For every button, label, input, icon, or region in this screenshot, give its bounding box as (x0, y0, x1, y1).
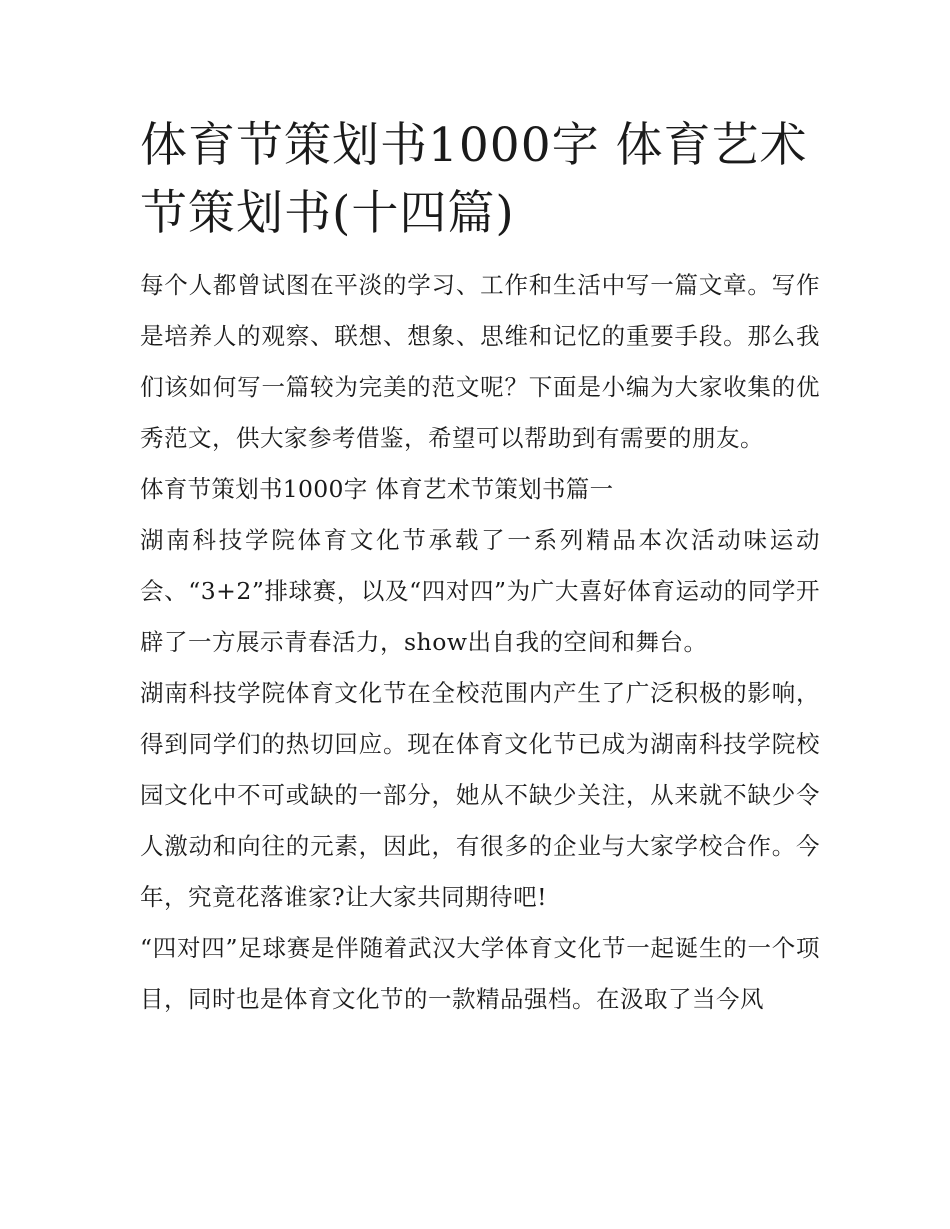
body-paragraph: 湖南科技学院体育文化节在全校范围内产生了广泛积极的影响，得到同学们的热切回应。现在体育文化节已成为湖南科技学院校园文化中不可或缺的一部分，她从不缺少关注，从来就不缺少令人激动和向往的元素，因此，有很多的企业与大家学校合作。今年，究竟花落谁家?让大家共同期待吧! (140, 679, 820, 911)
section-heading: 体育节策划书1000字 体育艺术节策划书篇一 (140, 475, 614, 503)
body-paragraph: 湖南科技学院体育文化节承载了一系列精品本次活动味运动会、“3+2”排球赛，以及“四对四”为广大喜好体育运动的同学开辟了一方展示青春活力，show出自我的空间和舞台。 (140, 526, 820, 656)
body-paragraph: “四对四”足球赛是伴随着武汉大学体育文化节一起诞生的一个项目，同时也是体育文化节的一款精品强档。在汲取了当今风 (140, 934, 820, 1013)
document-page (140, 112, 820, 1025)
intro-paragraph: 每个人都曾试图在平淡的学习、工作和生活中写一篇文章。写作是培养人的观察、联想、想象、思维和记忆的重要手段。那么我们该如何写一篇较为完美的范文呢？下面是小编为大家收集的优秀范文，供大家参考借鉴，希望可以帮助到有需要的朋友。 (140, 271, 820, 452)
document-title: 体育节策划书1000字 体育艺术节策划书(十四篇) (140, 118, 808, 241)
